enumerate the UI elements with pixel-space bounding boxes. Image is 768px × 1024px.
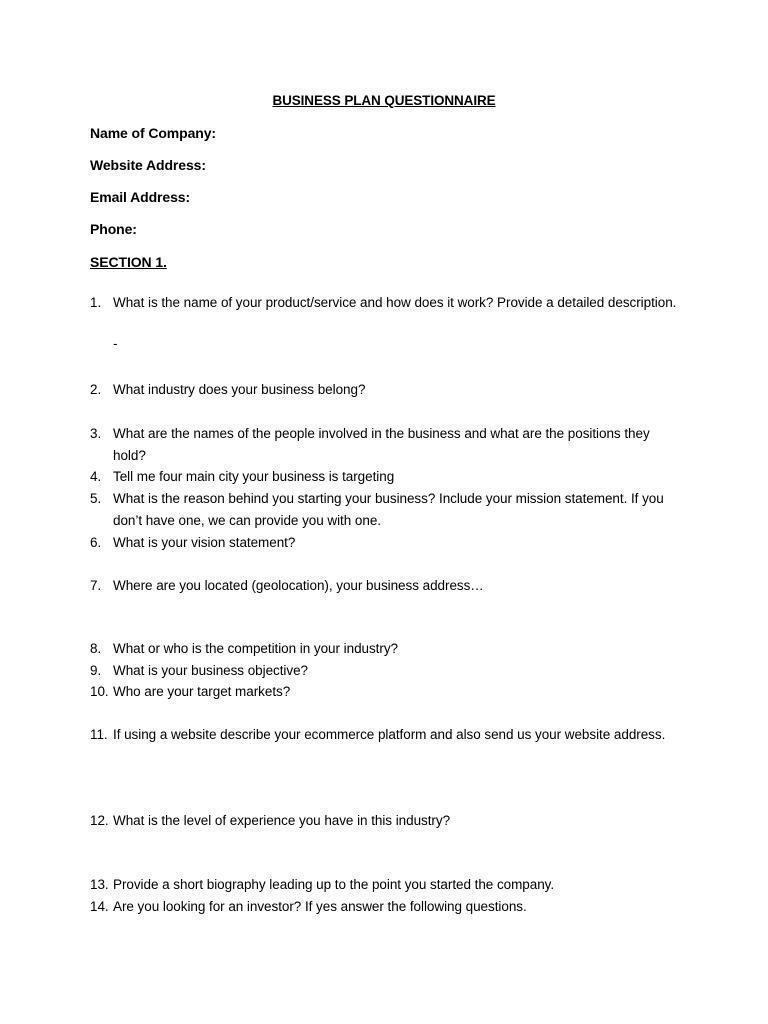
company-name-label: Name of Company: [90,125,216,141]
question-number: 6. [90,535,102,550]
question-number: 2. [90,382,102,397]
question-text: What industry does your business belong? [113,382,366,397]
question-text: If using a website describe your ecommerce platform and also send us your website address. [113,727,666,742]
email-address-label: Email Address: [90,189,191,205]
question-number: 8. [90,641,102,656]
question-number: 10. [90,684,109,699]
question-number: 5. [90,491,102,506]
question-number: 12. [90,813,109,828]
website-address-label: Website Address: [90,157,206,173]
question-number: 4. [90,469,102,484]
question-number: 3. [90,426,102,441]
document-title: BUSINESS PLAN QUESTIONNAIRE [272,93,496,108]
question-number: 11. [90,727,108,742]
question-text: What is the reason behind you starting your business? Include your mission statement. If you don’t have one, we can provide you with one. [113,491,664,528]
question-text: Who are your target markets? [113,684,291,699]
section-heading: SECTION 1. [90,254,167,270]
phone-label: Phone: [90,221,137,237]
question-number: 13. [90,877,109,892]
question-text: Provide a short biography leading up to the point you started the company. [113,877,555,892]
question-text: What is your business objective? [113,663,308,678]
question-text: What are the names of the people involved in the business and what are the positions they hold? [113,426,650,463]
question-text: Where are you located (geolocation), your business address… [113,578,484,593]
question-text: Tell me four main city your business is targeting [113,469,395,484]
question-text: What or who is the competition in your industry? [113,641,398,656]
question-text: What is the name of your product/service and how does it work? Provide a detailed description. [113,295,677,310]
question-text: What is the level of experience you have in this industry? [113,813,451,828]
question-text: Are you looking for an investor? If yes answer the following questions. [113,899,527,914]
question-number: 7. [90,578,102,593]
answer-placeholder: - [113,336,118,351]
question-number: 14. [90,899,109,914]
question-number: 1. [90,295,102,310]
question-text: What is your vision statement? [113,535,296,550]
question-number: 9. [90,663,102,678]
